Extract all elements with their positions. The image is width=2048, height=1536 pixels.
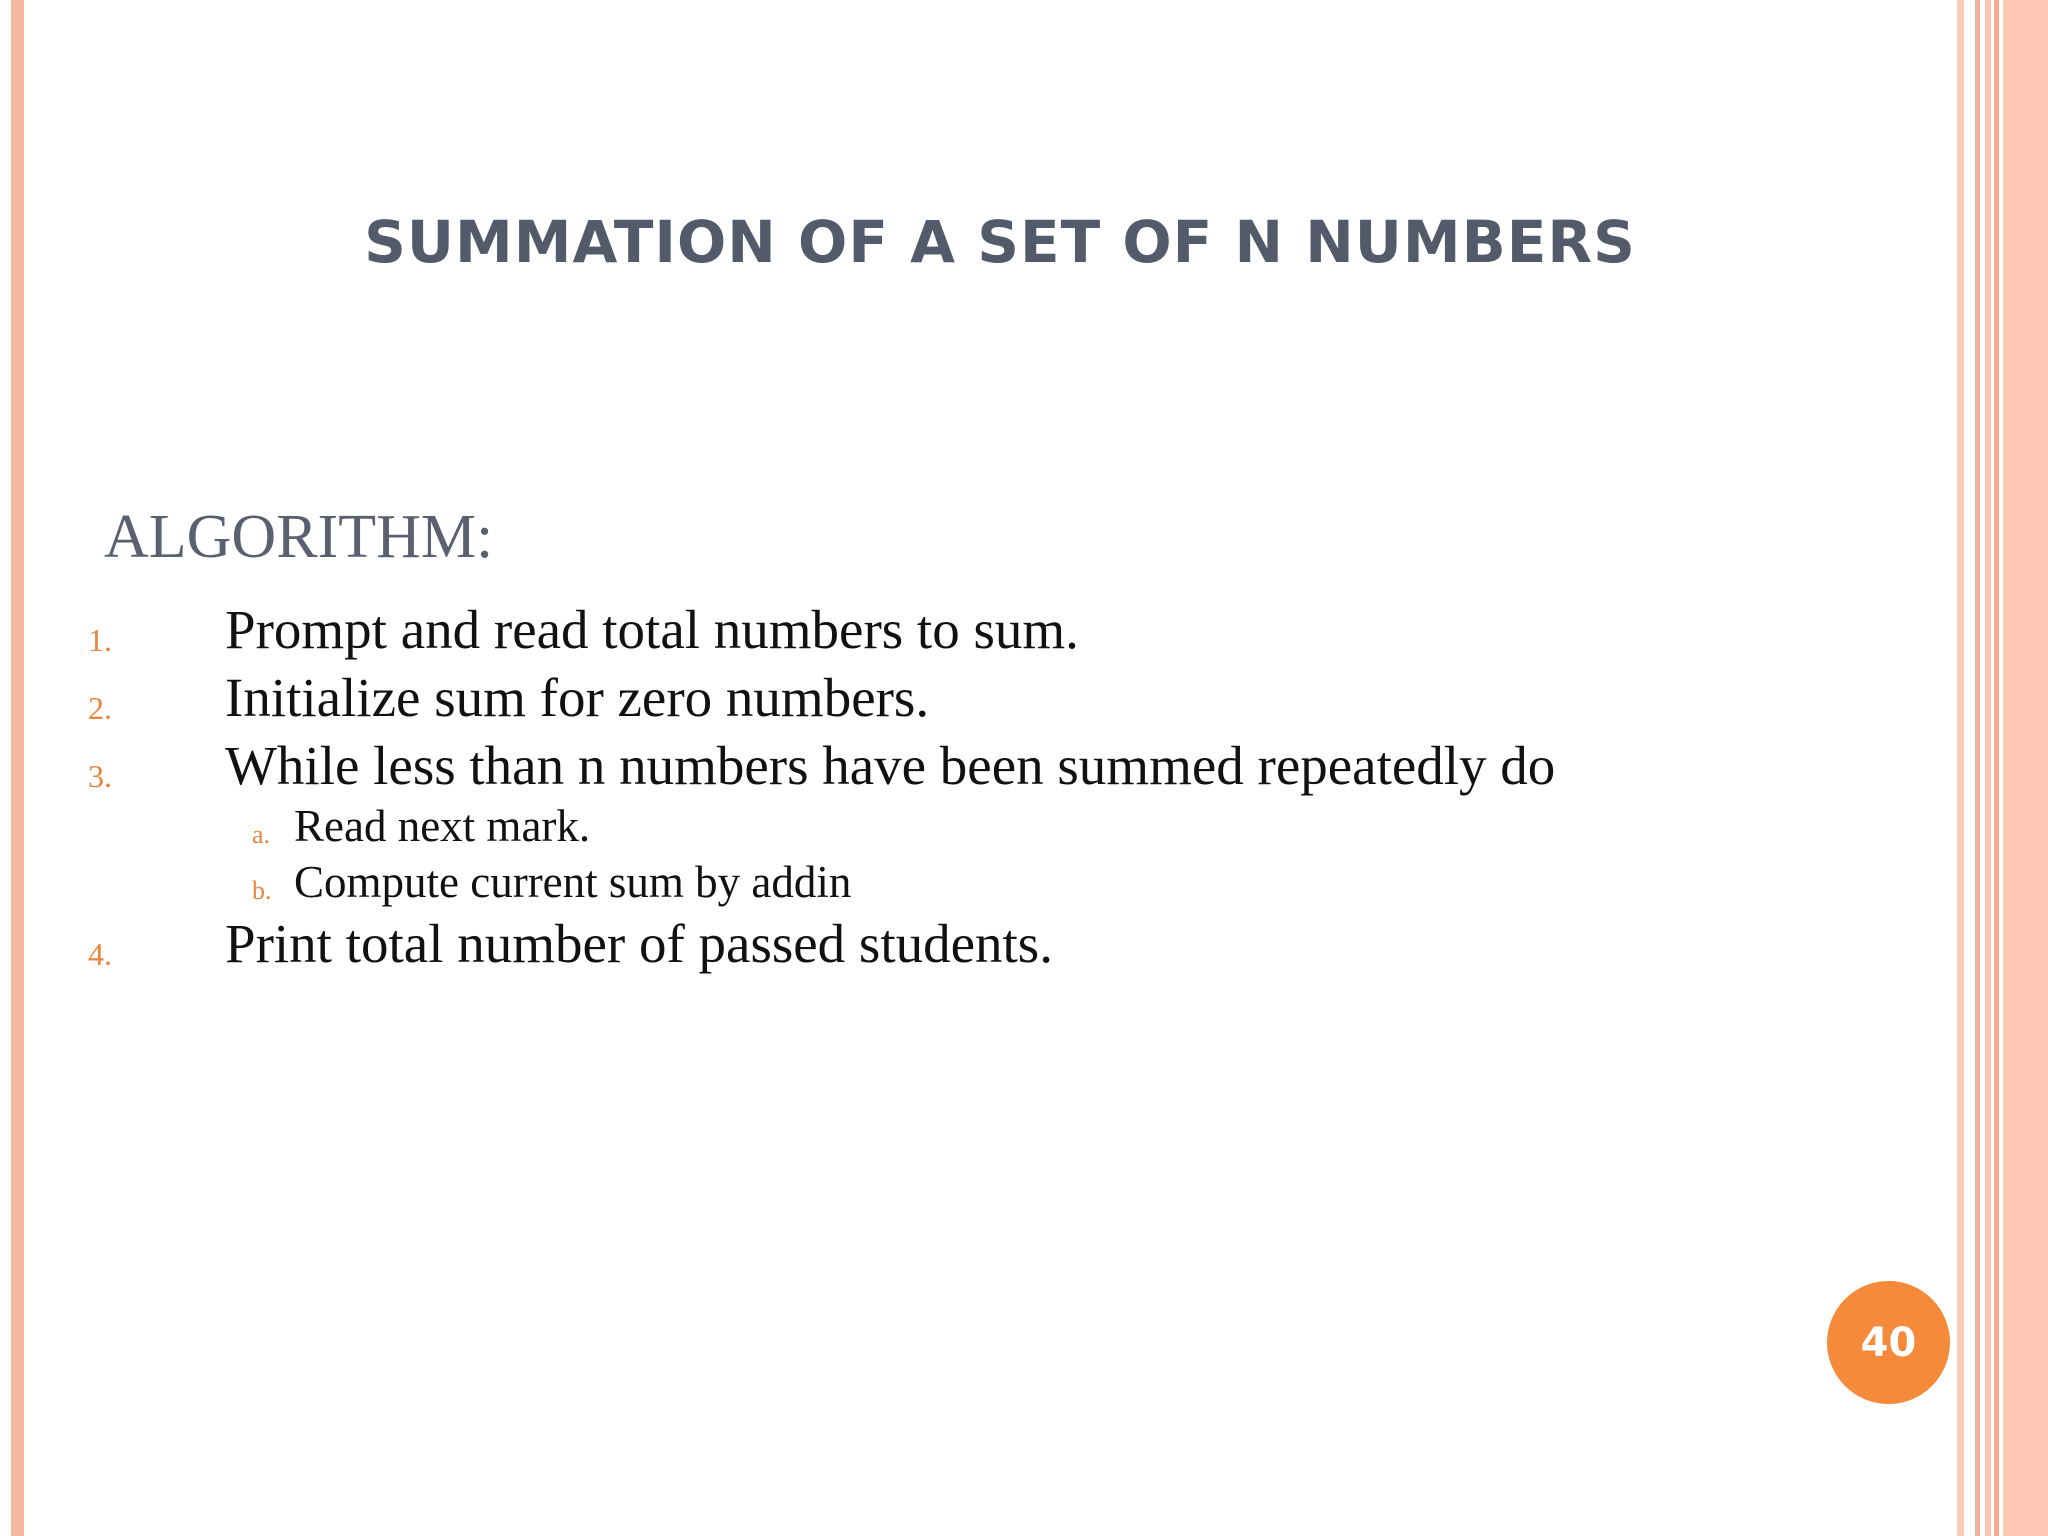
- right-border-stripe: [1994, 0, 1999, 1536]
- substep-letter: a.: [252, 820, 271, 849]
- right-border-stripe: [2003, 0, 2048, 1536]
- page-number-badge: 40: [1827, 1281, 1950, 1404]
- step-number: 1.: [88, 622, 112, 658]
- algorithm-heading: ALGORITHM:: [104, 503, 494, 571]
- step-number: 2.: [88, 690, 112, 726]
- step-number: 3.: [88, 758, 112, 794]
- right-border-stripe: [1985, 0, 1991, 1536]
- substep-text: Compute current sum by addin: [294, 857, 852, 907]
- substep-letter: b.: [252, 876, 272, 905]
- right-border-stripe: [1975, 0, 1980, 1536]
- slide-title: SUMMATION OF A SET OF N NUMBERS: [364, 208, 1636, 276]
- right-border-stripe: [1957, 0, 1964, 1536]
- step-text: Initialize sum for zero numbers.: [225, 667, 930, 728]
- substep-text: Read next mark.: [294, 801, 591, 851]
- step-text: Prompt and read total numbers to sum.: [225, 599, 1079, 660]
- step-text: While less than n numbers have been summed repeatedly do: [225, 735, 1556, 796]
- step-number: 4.: [88, 936, 112, 972]
- step-text: Print total number of passed students.: [225, 913, 1053, 974]
